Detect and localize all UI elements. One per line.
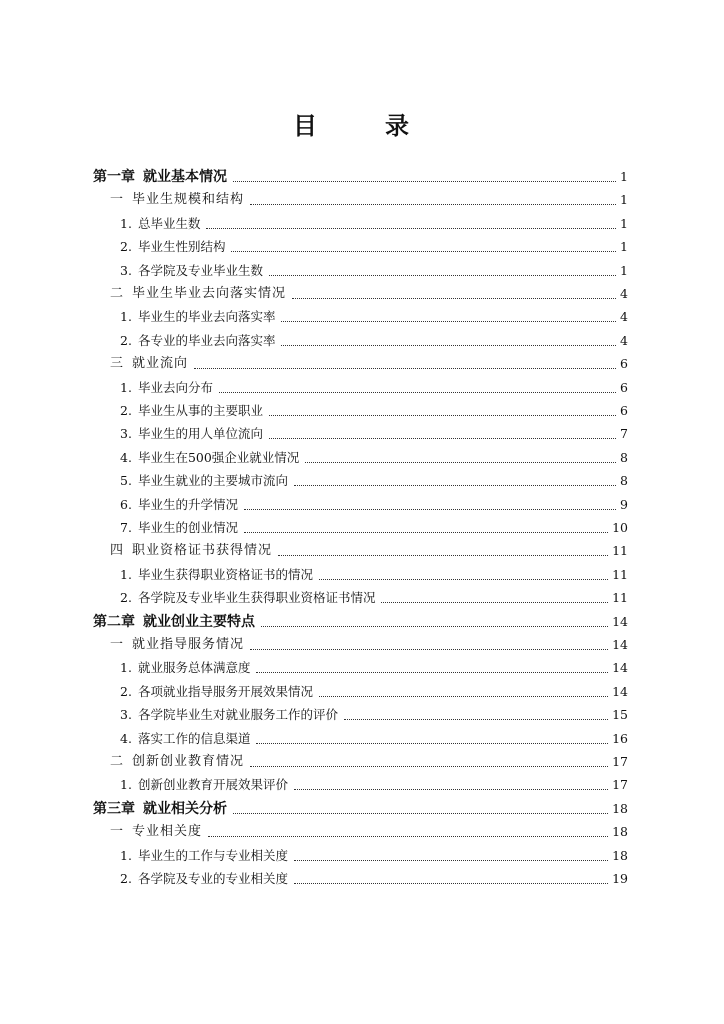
toc-subsection-entry[interactable] <box>120 585 628 607</box>
toc-dot-leader <box>278 553 608 556</box>
toc-entry-number: 1. <box>120 777 132 793</box>
toc-subsection-entry[interactable] <box>120 655 628 677</box>
toc-entry-number: 1. <box>120 309 132 325</box>
toc-entry-number: 2. <box>120 332 132 348</box>
toc-entry-title: 毕业生性别结构 <box>137 239 226 255</box>
toc-dot-leader <box>256 670 608 673</box>
toc-section-entry[interactable] <box>110 749 628 771</box>
toc-chapter-entry[interactable] <box>93 164 628 186</box>
toc-entry-number: 1. <box>120 215 132 231</box>
toc-page-number: 6 <box>620 356 628 372</box>
toc-entry-number: 二 <box>110 754 125 769</box>
toc-entry-title: 毕业生的工作与专业相关度 <box>137 847 288 863</box>
toc-entry-title: 各学院及专业毕业生数 <box>137 262 263 278</box>
toc-dot-leader <box>250 764 608 767</box>
toc-entry-title: 就业流向 <box>132 356 189 372</box>
toc-dot-leader <box>281 343 616 346</box>
toc-subsection-entry[interactable] <box>120 492 628 514</box>
toc-page-number: 1 <box>620 169 628 184</box>
toc-dot-leader <box>233 179 616 182</box>
toc-dot-leader <box>206 226 616 229</box>
toc-subsection-entry[interactable] <box>120 679 628 701</box>
toc-entry-number: 一 <box>110 637 125 652</box>
toc-section-entry[interactable] <box>110 538 628 560</box>
toc-entry-number: 3. <box>120 707 132 723</box>
toc-entry-title: 毕业生获得职业资格证书的情况 <box>137 566 313 582</box>
toc-entry-title: 毕业生在500强企业就业情况 <box>137 449 300 465</box>
toc-subsection-entry[interactable] <box>120 702 628 724</box>
toc-entry-number: 1. <box>120 566 132 582</box>
toc-subsection-entry[interactable] <box>120 211 628 233</box>
toc-page-number: 8 <box>620 449 628 465</box>
toc-chapter-entry[interactable] <box>93 796 628 818</box>
toc-dot-leader <box>269 273 616 276</box>
toc-page-number: 14 <box>612 683 628 699</box>
toc-subsection-entry[interactable] <box>120 445 628 467</box>
toc-page-number: 17 <box>612 754 628 769</box>
toc-entry-title: 毕业生的毕业去向落实率 <box>137 309 276 325</box>
toc-subsection-entry[interactable] <box>120 866 628 888</box>
toc-entry-title: 毕业去向分布 <box>137 379 213 395</box>
toc-entry-number: 2. <box>120 403 132 418</box>
toc-subsection-entry[interactable] <box>120 515 628 537</box>
toc-page-number: 4 <box>620 309 628 325</box>
toc-dot-leader <box>244 530 608 533</box>
toc-entry-title: 专业相关度 <box>132 824 203 840</box>
toc-dot-leader <box>208 834 608 837</box>
toc-entry-title: 毕业生规模和结构 <box>132 192 245 208</box>
toc-page-number: 19 <box>612 871 628 886</box>
toc-entry-number: 7. <box>120 520 132 535</box>
toc-dot-leader <box>305 460 616 463</box>
toc-entry-number: 第二章 <box>93 613 135 630</box>
toc-dot-leader <box>294 858 608 861</box>
toc-page-number: 8 <box>620 473 628 489</box>
toc-dot-leader <box>269 436 616 439</box>
toc-dot-leader <box>256 741 608 744</box>
toc-entry-title: 就业指导服务情况 <box>132 637 245 652</box>
toc-entry-title: 各学院毕业生对就业服务工作的评价 <box>137 707 338 723</box>
toc-dot-leader <box>269 413 616 416</box>
toc-dot-leader <box>244 507 616 510</box>
toc-section-entry[interactable] <box>110 281 628 303</box>
toc-page-number: 11 <box>612 566 628 582</box>
toc-subsection-entry[interactable] <box>120 726 628 748</box>
toc-page-number: 10 <box>612 520 628 535</box>
toc-section-entry[interactable] <box>110 351 628 373</box>
toc-entry-number: 第一章 <box>93 169 135 185</box>
toc-entry-number: 2. <box>120 683 132 699</box>
toc-entry-title: 毕业生就业的主要城市流向 <box>137 473 288 489</box>
toc-entry-title: 毕业生从事的主要职业 <box>137 403 263 418</box>
toc-page-number: 17 <box>612 777 628 793</box>
toc-page-number: 9 <box>620 496 628 512</box>
toc-subsection-entry[interactable] <box>120 468 628 490</box>
toc-subsection-entry[interactable] <box>120 398 628 420</box>
toc-entry-number: 6. <box>120 496 132 512</box>
toc-dot-leader <box>250 647 608 650</box>
toc-dot-leader <box>281 319 616 322</box>
toc-entry-number: 1. <box>120 660 132 676</box>
toc-entry-number: 一 <box>110 192 125 208</box>
toc-entry-title: 各学院及专业毕业生获得职业资格证书情况 <box>137 590 376 606</box>
toc-page-number: 14 <box>612 660 628 676</box>
toc-dot-leader <box>319 694 608 697</box>
toc-page-number: 4 <box>620 332 628 348</box>
toc-dot-leader <box>294 881 608 884</box>
toc-page-number: 1 <box>620 239 628 255</box>
toc-subsection-entry[interactable] <box>120 421 628 443</box>
toc-page-number: 18 <box>612 800 628 816</box>
toc-dot-leader <box>231 249 616 252</box>
toc-entry-title: 就业基本情况 <box>143 169 227 185</box>
toc-page-number: 1 <box>620 215 628 231</box>
toc-entry-title: 毕业生的用人单位流向 <box>137 426 263 442</box>
toc-page-number: 16 <box>612 730 628 746</box>
toc-entry-number: 2. <box>120 871 132 886</box>
toc-entry-title: 职业资格证书获得情况 <box>132 543 273 559</box>
toc-entry-number: 一 <box>110 824 125 840</box>
toc-entry-title: 就业相关分析 <box>143 800 227 817</box>
toc-page-number: 11 <box>612 543 628 559</box>
toc-section-entry[interactable] <box>110 819 628 841</box>
toc-page-number: 14 <box>612 613 628 629</box>
toc-entry-number: 第三章 <box>93 800 135 817</box>
toc-entry-number: 四 <box>110 543 125 559</box>
toc-section-entry[interactable] <box>110 187 628 209</box>
toc-page-number: 11 <box>612 590 628 606</box>
toc-page-number: 6 <box>620 403 628 418</box>
toc-page-number: 18 <box>612 847 628 863</box>
toc-page-number: 18 <box>612 824 628 840</box>
toc-page-number: 4 <box>620 286 628 301</box>
toc-subsection-entry[interactable] <box>120 304 628 326</box>
toc-entry-title: 创新创业教育开展效果评价 <box>137 777 288 793</box>
toc-entry-number: 1. <box>120 379 132 395</box>
toc-entry-number: 3. <box>120 262 132 278</box>
toc-dot-leader <box>294 483 616 486</box>
toc-subsection-entry[interactable] <box>120 234 628 256</box>
toc-subsection-entry[interactable] <box>120 328 628 350</box>
toc-subsection-entry[interactable] <box>120 375 628 397</box>
toc-entry-title: 就业服务总体满意度 <box>137 660 251 676</box>
toc-entry-title: 毕业生的升学情况 <box>137 496 238 512</box>
toc-page-number: 1 <box>620 262 628 278</box>
toc-entry-number: 2. <box>120 590 132 606</box>
toc-subsection-entry[interactable] <box>120 258 628 280</box>
toc-entry-title: 毕业生毕业去向落实情况 <box>132 286 287 301</box>
toc-entry-title: 毕业生的创业情况 <box>137 520 238 535</box>
toc-entry-number: 5. <box>120 473 132 489</box>
toc-subsection-entry[interactable] <box>120 772 628 794</box>
toc-chapter-entry[interactable] <box>93 609 628 631</box>
toc-entry-title: 各项就业指导服务开展效果情况 <box>137 683 313 699</box>
toc-dot-leader <box>194 366 616 369</box>
toc-entry-title: 落实工作的信息渠道 <box>137 730 251 746</box>
toc-dot-leader <box>292 296 616 299</box>
toc-entry-title: 创新创业教育情况 <box>132 754 245 769</box>
toc-entry-number: 1. <box>120 847 132 863</box>
toc-page-number: 6 <box>620 379 628 395</box>
toc-entry-title: 各专业的毕业去向落实率 <box>137 332 276 348</box>
toc-dot-leader <box>219 390 616 393</box>
toc-entry-title: 各学院及专业的专业相关度 <box>137 871 288 886</box>
toc-entry-number: 3. <box>120 426 132 442</box>
toc-page-number: 14 <box>612 637 628 652</box>
toc-entry-number: 4. <box>120 449 132 465</box>
toc-page-number: 7 <box>620 426 628 442</box>
toc-entry-number: 4. <box>120 730 132 746</box>
toc-subsection-entry[interactable] <box>120 562 628 584</box>
toc-entry-number: 三 <box>110 356 125 372</box>
toc-dot-leader <box>319 577 608 580</box>
toc-title: 目 录 <box>293 112 431 140</box>
toc-dot-leader <box>294 787 608 790</box>
toc-subsection-entry[interactable] <box>120 843 628 865</box>
toc-dot-leader <box>261 624 608 627</box>
toc-dot-leader <box>381 600 608 603</box>
toc-entry-number: 二 <box>110 286 125 301</box>
toc-page-number: 1 <box>620 192 628 208</box>
toc-dot-leader <box>233 811 608 814</box>
toc-section-entry[interactable] <box>110 632 628 654</box>
toc-entry-number: 2. <box>120 239 132 255</box>
toc-entry-title: 总毕业生数 <box>137 215 201 231</box>
toc-dot-leader <box>250 202 616 205</box>
toc-entry-title: 就业创业主要特点 <box>143 613 255 630</box>
toc-page-number: 15 <box>612 707 628 723</box>
toc-dot-leader <box>344 717 608 720</box>
